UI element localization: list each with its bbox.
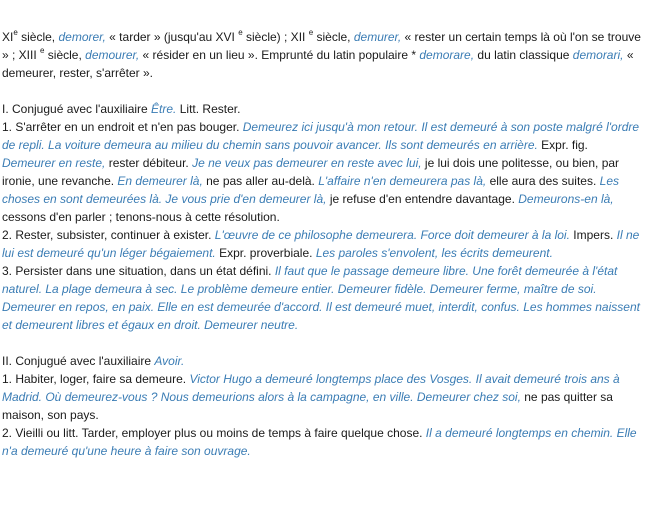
etymology-paragraph xyxy=(2,28,644,82)
example-text: Il faut que le passage demeure libre. Une forêt demeurée à l'état naturel. La plage demeura à sec. Le problème demeure entier. Demeurer fidèle. Demeurer ferme, maître de soi. Demeurer en repos, en paix. Elle en est demeurée d'accord. Il est demeuré muet, interdit, confus. Les hommes naissent et demeurent libres et égaux en droit. Demeurer neutre. xyxy=(2,264,640,332)
section-spacer xyxy=(2,82,644,100)
sense-1-3 xyxy=(2,262,644,334)
text-run: Litt. Rester. xyxy=(176,102,241,116)
text-run: je lui dois une politesse, ou bien, par ironie, une revanche. xyxy=(2,156,620,188)
example-text: Il ne lui est demeuré qu'un léger bégaiement. xyxy=(2,228,640,260)
auxiliary-link[interactable]: Avoir. xyxy=(154,354,185,368)
example-text: Victor Hugo a demeuré longtemps place des Vosges. Il avait demeuré trois ans à Madrid. Où demeurez-vous ? Nous demeurions alors à la campagne, en ville. Demeurer chez soi, xyxy=(2,372,620,404)
text-run: Expr. proverbiale. xyxy=(215,246,316,260)
section-one-heading xyxy=(2,100,644,118)
text-run: II. Conjugué avec l'auxiliaire xyxy=(2,354,155,368)
example-text: Je ne veux pas demeurer en reste avec lui, xyxy=(192,156,422,170)
example-text: Demeurer en reste, xyxy=(2,156,106,170)
auxiliary-link[interactable]: Être. xyxy=(151,102,177,116)
superscript: e xyxy=(238,28,243,37)
section-two-heading xyxy=(2,352,644,370)
text-run: Expr. fig. xyxy=(537,138,588,152)
example-text: demurer, xyxy=(353,30,402,44)
text-run: je refuse d'en entendre davantage. xyxy=(326,192,519,206)
text-run: 2. Rester, subsister, continuer à exister. xyxy=(2,228,215,242)
text-run: 2. Vieilli ou litt. Tarder, employer plus ou moins de temps à faire quelque chose. xyxy=(2,426,426,440)
sense-1-1 xyxy=(2,118,644,226)
example-text: demorari, xyxy=(572,48,624,62)
text-run: cessons d'en parler ; tenons-nous à cette résolution. xyxy=(2,210,280,224)
sense-2-2 xyxy=(2,424,644,460)
example-text: L'œuvre de ce philosophe demeurera. Force doit demeurer à la loi. xyxy=(214,228,570,242)
superscript: e xyxy=(13,28,18,37)
text-run: ne pas aller au-delà. xyxy=(202,174,319,188)
text-run: elle aura des suites. xyxy=(486,174,600,188)
sense-1-2 xyxy=(2,226,644,262)
example-text: Il a demeuré longtemps en chemin. Elle n'a demeuré qu'une heure à faire son ouvrage. xyxy=(2,426,637,458)
text-run: « rester un certain temps là où l'on se trouve » ; XIII xyxy=(2,30,641,62)
dictionary-entry xyxy=(2,28,644,460)
text-run: ne pas quitter sa maison, son pays. xyxy=(2,390,613,422)
example-text: Les paroles s'envolent, les écrits demeurent. xyxy=(315,246,553,260)
example-text: demorare, xyxy=(419,48,475,62)
text-run: siècle, xyxy=(17,30,59,44)
superscript: e xyxy=(308,28,314,37)
text-run: I. Conjugué avec l'auxiliaire xyxy=(2,102,152,116)
superscript: e xyxy=(40,46,45,55)
text-run: 1. S'arrêter en un endroit et n'en pas bouger. xyxy=(2,120,243,134)
text-run: « résider en un lieu ». Emprunté du latin populaire * xyxy=(139,48,420,62)
example-text: Demeurons-en là, xyxy=(518,192,614,206)
section-spacer xyxy=(2,334,644,352)
example-text: demourer, xyxy=(85,48,140,62)
text-run: Impers. xyxy=(569,228,617,242)
example-text: L'affaire n'en demeurera pas là, xyxy=(318,174,487,188)
text-run: 1. Habiter, loger, faire sa demeure. xyxy=(2,372,190,386)
example-text: demorer, xyxy=(58,30,106,44)
text-run: « tarder » (jusqu'au XVI xyxy=(105,30,239,44)
text-run: 3. Persister dans une situation, dans un état défini. xyxy=(2,264,275,278)
text-run: rester débiteur. xyxy=(105,156,193,170)
example-text: En demeurer là, xyxy=(117,174,203,188)
text-run: siècle) ; XII xyxy=(242,30,309,44)
text-run: « demeurer, rester, s'arrêter ». xyxy=(2,48,634,80)
sense-2-1 xyxy=(2,370,644,424)
example-text: Demeurez ici jusqu'à mon retour. Il est demeuré à son poste malgré l'ordre de repli. La voiture demeura au milieu du chemin sans pouvoir avancer. Ils sont demeurés en arrière. xyxy=(2,120,640,152)
text-run: siècle, xyxy=(44,48,86,62)
text-run: du latin classique xyxy=(474,48,573,62)
text-run: siècle, xyxy=(313,30,354,44)
section-two xyxy=(2,352,644,460)
section-one xyxy=(2,100,644,334)
example-text: Les choses en sont demeurées là. Je vous prie d'en demeurer là, xyxy=(2,174,619,206)
text-run: XI xyxy=(2,30,14,44)
